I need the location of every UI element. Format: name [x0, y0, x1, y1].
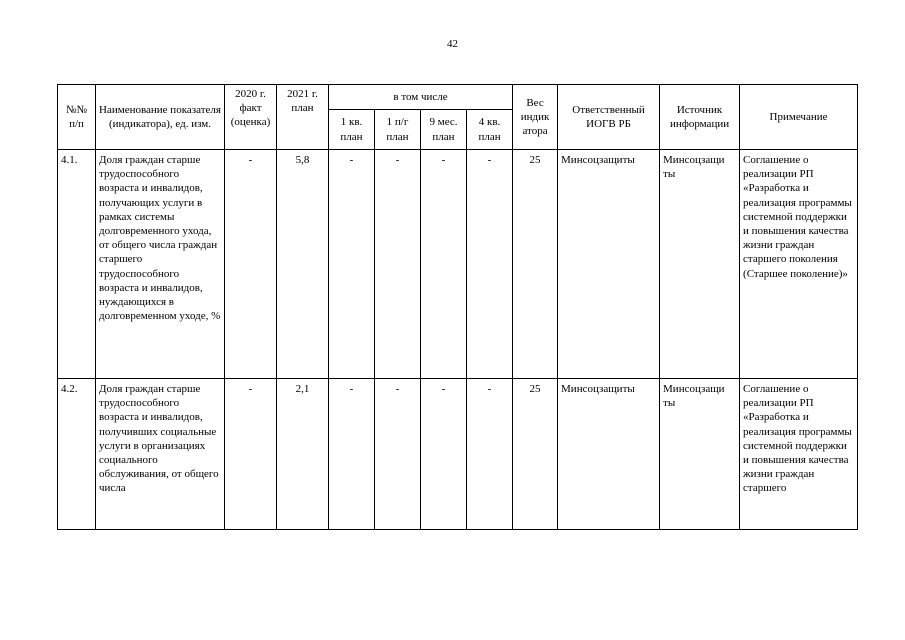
row-indicator-name: Доля граждан старше трудоспособного возраста и инвалидов, получающих услуги в рамках системы долговременного ухода, от общего числа граждан старшего трудоспособного возраста и инвалидов, нуждающихся в долговременном уходе, %	[96, 150, 225, 379]
header-weight: Вес индик атора	[513, 85, 558, 150]
row-weight: 25	[513, 379, 558, 530]
row-responsible: Минсоцзащиты	[558, 379, 660, 530]
table-row	[58, 379, 858, 530]
row-q4: -	[467, 379, 513, 530]
row-h1: -	[375, 150, 421, 379]
row-plan-2021: 2,1	[277, 379, 329, 530]
table-row	[58, 150, 858, 379]
row-9m: -	[421, 150, 467, 379]
header-note: Примечание	[740, 85, 858, 150]
header-responsible: Ответственный ИОГВ РБ	[558, 85, 660, 150]
row-q4: -	[467, 150, 513, 379]
header-fact-2020: 2020 г. факт (оценка)	[225, 85, 277, 150]
row-fact-2020: -	[225, 150, 277, 379]
indicators-table	[57, 84, 858, 530]
header-plan-2021: 2021 г. план	[277, 85, 329, 150]
row-note: Соглашение о реализации РП «Разработка и реализация программы системной поддержки и повышения качества жизни граждан старшего поколения (Старшее поколение)»	[740, 150, 858, 379]
header-q4: 4 кв. план	[467, 110, 513, 150]
row-weight: 25	[513, 150, 558, 379]
header-including: в том числе	[329, 85, 513, 110]
page-number: 42	[447, 38, 458, 50]
row-num: 4.2.	[58, 379, 96, 530]
row-h1: -	[375, 379, 421, 530]
row-q1: -	[329, 379, 375, 530]
header-q1: 1 кв. план	[329, 110, 375, 150]
row-source: Минсоцзащи ты	[660, 379, 740, 530]
row-9m: -	[421, 379, 467, 530]
row-fact-2020: -	[225, 379, 277, 530]
header-9m: 9 мес. план	[421, 110, 467, 150]
row-plan-2021: 5,8	[277, 150, 329, 379]
header-h1: 1 п/г план	[375, 110, 421, 150]
row-num: 4.1.	[58, 150, 96, 379]
row-source: Минсоцзащи ты	[660, 150, 740, 379]
header-row-top	[58, 85, 858, 110]
row-responsible: Минсоцзащиты	[558, 150, 660, 379]
row-indicator-name: Доля граждан старше трудоспособного возраста и инвалидов, получивших социальные услуги в организациях социального обслуживания, от общего числа	[96, 379, 225, 530]
header-name: Наименование показателя (индикатора), ед. изм.	[96, 85, 225, 150]
header-source: Источник информации	[660, 85, 740, 150]
header-num: №№ п/п	[58, 85, 96, 150]
row-note: Соглашение о реализации РП «Разработка и реализация программы системной поддержки и повышения качества жизни граждан старшего	[740, 379, 858, 530]
row-q1: -	[329, 150, 375, 379]
